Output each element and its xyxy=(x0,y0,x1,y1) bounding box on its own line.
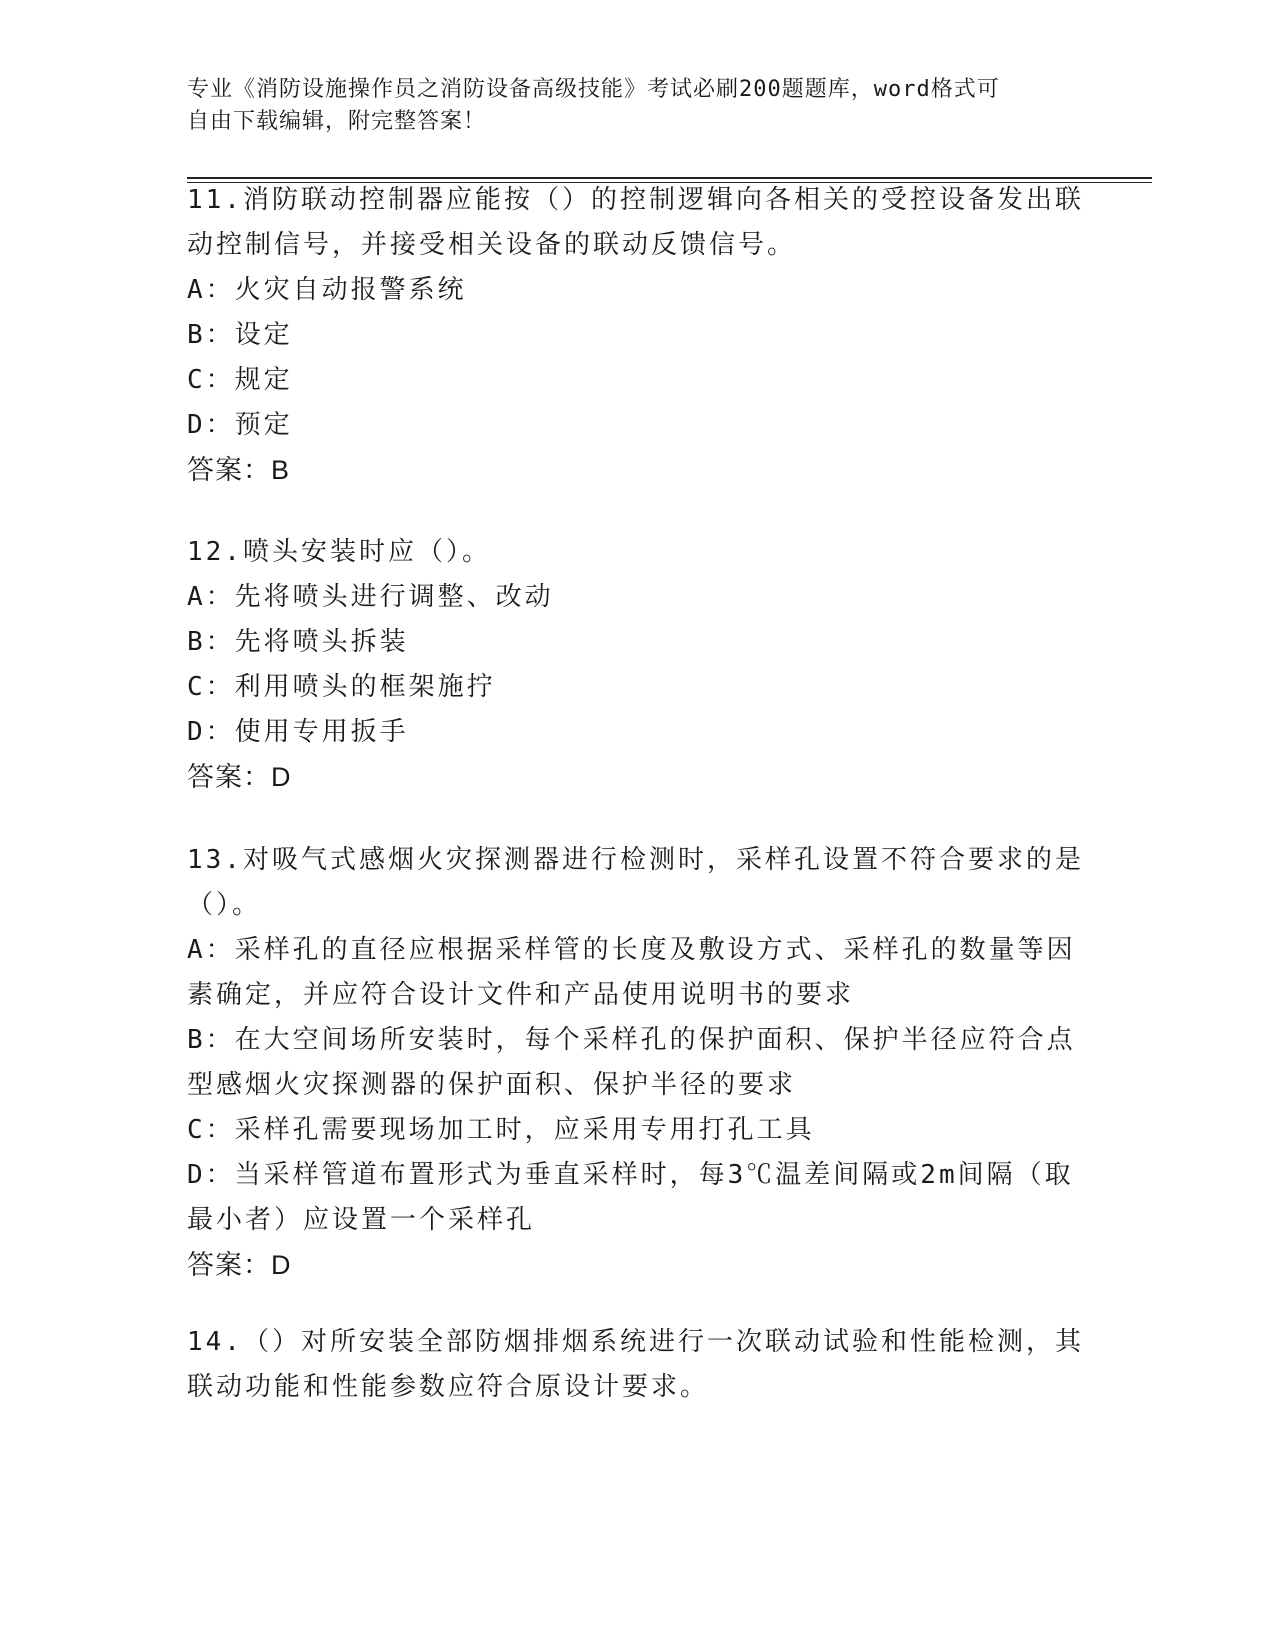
question-stem-line: （）。 xyxy=(187,890,262,920)
option-b: B：先将喷头拆装 xyxy=(187,627,409,657)
answer-label: 答案：D xyxy=(187,762,292,792)
question-stem-line: 联动功能和性能参数应符合原设计要求。 xyxy=(187,1372,710,1402)
option-c: C：规定 xyxy=(187,365,293,395)
document-header xyxy=(187,74,1067,138)
option-a: A：采样孔的直径应根据采样管的长度及敷设方式、采样孔的数量等因 xyxy=(187,935,1076,965)
question-14 xyxy=(187,1320,1084,1410)
header-line-1: 专业《消防设施操作员之消防设备高级技能》考试必刷200题题库，word格式可 xyxy=(187,77,1000,102)
header-line-2: 自由下载编辑，附完整答案！ xyxy=(187,109,487,134)
option-c: C：采样孔需要现场加工时，应采用专用打孔工具 xyxy=(187,1115,815,1145)
option-d: D：使用专用扳手 xyxy=(187,717,409,747)
answer-label: 答案：D xyxy=(187,1250,292,1280)
option-b-continued: 型感烟火灾探测器的保护面积、保护半径的要求 xyxy=(187,1070,797,1100)
question-12 xyxy=(187,530,1072,800)
option-d-continued: 最小者）应设置一个采样孔 xyxy=(187,1205,536,1235)
question-stem-line: 13.对吸气式感烟火灾探测器进行检测时，采样孔设置不符合要求的是 xyxy=(187,845,1084,875)
option-c: C：利用喷头的框架施拧 xyxy=(187,672,496,702)
option-b: B：设定 xyxy=(187,320,293,350)
question-13 xyxy=(187,838,1084,1288)
question-11 xyxy=(187,178,1084,493)
question-stem-line: 12.喷头安装时应（）。 xyxy=(187,537,491,567)
question-stem-line: 11.消防联动控制器应能按（）的控制逻辑向各相关的受控设备发出联 xyxy=(187,185,1084,215)
option-b: B：在大空间场所安装时，每个采样孔的保护面积、保护半径应符合点 xyxy=(187,1025,1076,1055)
option-d: D：当采样管道布置形式为垂直采样时，每3℃温差间隔或2m间隔（取 xyxy=(187,1160,1074,1190)
question-stem-line: 14.（）对所安装全部防烟排烟系统进行一次联动试验和性能检测，其 xyxy=(187,1327,1084,1357)
answer-label: 答案：B xyxy=(187,455,291,485)
option-d: D：预定 xyxy=(187,410,293,440)
option-a: A：火灾自动报警系统 xyxy=(187,275,467,305)
question-stem-line: 动控制信号，并接受相关设备的联动反馈信号。 xyxy=(187,230,797,260)
option-a-continued: 素确定，并应符合设计文件和产品使用说明书的要求 xyxy=(187,980,855,1010)
option-a: A：先将喷头进行调整、改动 xyxy=(187,582,554,612)
